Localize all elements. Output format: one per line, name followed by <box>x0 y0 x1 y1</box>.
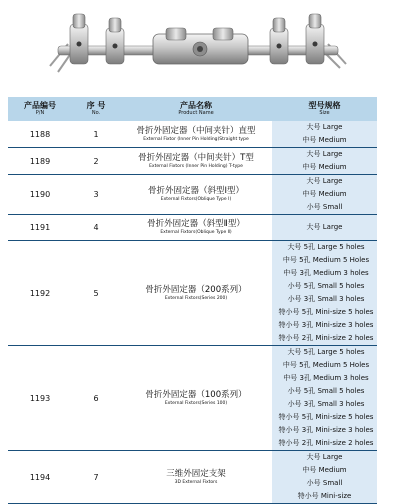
product-name-en: External Fixtors(Series 200) <box>164 295 228 301</box>
header-size-en: Size <box>319 110 330 116</box>
row-number: 5 <box>72 241 120 346</box>
product-name-en: External Fixtors(Oblique Type Ⅰ) <box>160 197 232 202</box>
product-name <box>120 346 272 451</box>
table-row <box>8 121 377 148</box>
product-name <box>120 121 272 148</box>
header-no <box>72 97 120 121</box>
size-item: 小号 5孔 Small 5 holes <box>287 387 365 395</box>
size-item: 中号 5孔 Medium 5 Holes <box>282 256 370 264</box>
size-item: 中号 Medium <box>302 163 347 171</box>
size-item: 特小号 2孔 Mini-size 2 holes <box>278 439 374 447</box>
product-name-zh: 骨折外固定器（斜型Ⅱ型） <box>147 219 245 229</box>
product-name <box>120 148 272 175</box>
table-header <box>8 97 377 121</box>
product-name-en: 3D External Fixtors <box>174 479 218 485</box>
product-name <box>120 241 272 346</box>
size-item: 大号 Large <box>306 150 343 158</box>
header-name <box>120 97 272 121</box>
size-item: 大号 Large <box>306 177 343 185</box>
size-item: 特小号 Mini-size <box>297 492 352 500</box>
product-name-en: External Fixtors(Oblique Type Ⅱ) <box>160 230 232 235</box>
product-name <box>120 215 272 241</box>
row-number: 3 <box>72 175 120 215</box>
size-list <box>272 451 377 504</box>
size-list <box>272 175 377 215</box>
size-item: 小号 Small <box>306 479 343 487</box>
header-no-zh: 序 号 <box>86 101 106 110</box>
product-name-zh: 骨折外固定器（100系列） <box>145 389 247 400</box>
header-no-en: No. <box>91 110 101 116</box>
product-name <box>120 175 272 215</box>
size-list <box>272 346 377 451</box>
product-number: 1191 <box>8 215 72 241</box>
row-number: 4 <box>72 215 120 241</box>
size-item: 大号 5孔 Large 5 holes <box>287 243 365 251</box>
size-item: 中号 Medium <box>302 136 347 144</box>
header-size-zh: 型号规格 <box>308 101 341 110</box>
size-item: 中号 Medium <box>302 190 347 198</box>
size-item: 小号 5孔 Small 5 holes <box>287 282 365 290</box>
product-name <box>120 451 272 504</box>
size-list <box>272 121 377 148</box>
size-item: 大号 Large <box>306 453 343 461</box>
size-list <box>272 215 377 241</box>
table-row <box>8 215 377 241</box>
product-table <box>8 97 377 504</box>
size-item: 中号 5孔 Medium 5 Holes <box>282 361 370 369</box>
header-size <box>272 97 377 121</box>
product-number: 1194 <box>8 451 72 504</box>
size-item: 大号 Large <box>306 223 343 231</box>
header-pn <box>8 97 72 121</box>
size-item: 特小号 2孔 Mini-size 2 holes <box>278 334 374 342</box>
header-pn-en: P/N <box>35 110 45 116</box>
product-name-en: External Fixtor (Inner Pin Holding)Straight type <box>143 136 249 142</box>
product-number: 1192 <box>8 241 72 346</box>
table-row <box>8 346 377 451</box>
product-number: 1193 <box>8 346 72 451</box>
product-name-zh: 骨折外固定器（中间夹针）直型 <box>136 125 256 136</box>
table-row <box>8 451 377 504</box>
size-item: 特小号 3孔 Mini-size 3 holes <box>278 426 374 434</box>
size-item: 大号 Large <box>306 123 343 131</box>
row-number: 1 <box>72 121 120 148</box>
table-row <box>8 241 377 346</box>
header-name-en: Product Name <box>178 110 214 116</box>
size-item: 中号 Medium <box>302 466 347 474</box>
table-row <box>8 175 377 215</box>
size-list <box>272 148 377 175</box>
table-row <box>8 148 377 175</box>
size-item: 中号 3孔 Medium 3 holes <box>283 269 369 277</box>
product-name-zh: 骨折外固定器（200系列） <box>145 284 247 295</box>
product-name-zh: 三维外固定支架 <box>166 468 226 479</box>
row-number: 7 <box>72 451 120 504</box>
row-number: 2 <box>72 148 120 175</box>
product-name-zh: 骨折外固定器（中间夹针）T型 <box>138 152 254 163</box>
header-pn-zh: 产品编号 <box>24 101 56 110</box>
size-item: 小号 3孔 Small 3 holes <box>287 295 365 303</box>
product-number: 1189 <box>8 148 72 175</box>
product-name-en: External Fixtors(Series 100) <box>164 400 228 406</box>
product-photo <box>48 6 348 88</box>
size-item: 特小号 3孔 Mini-size 3 holes <box>278 321 374 329</box>
row-number: 6 <box>72 346 120 451</box>
header-name-zh: 产品名称 <box>180 101 212 110</box>
size-item: 大号 5孔 Large 5 holes <box>287 348 365 356</box>
size-item: 特小号 5孔 Mini-size 5 holes <box>278 413 374 421</box>
size-item: 中号 3孔 Medium 3 holes <box>283 374 369 382</box>
size-item: 小号 Small <box>306 203 343 211</box>
product-name-en: External Fixtors (Inner Pin Holding) T-type <box>149 163 243 169</box>
product-number: 1190 <box>8 175 72 215</box>
size-item: 小号 3孔 Small 3 holes <box>287 400 365 408</box>
size-list <box>272 241 377 346</box>
product-name-zh: 骨折外固定器（斜型Ⅰ型） <box>147 186 244 196</box>
product-number: 1188 <box>8 121 72 148</box>
size-item: 特小号 5孔 Mini-size 5 holes <box>278 308 374 316</box>
